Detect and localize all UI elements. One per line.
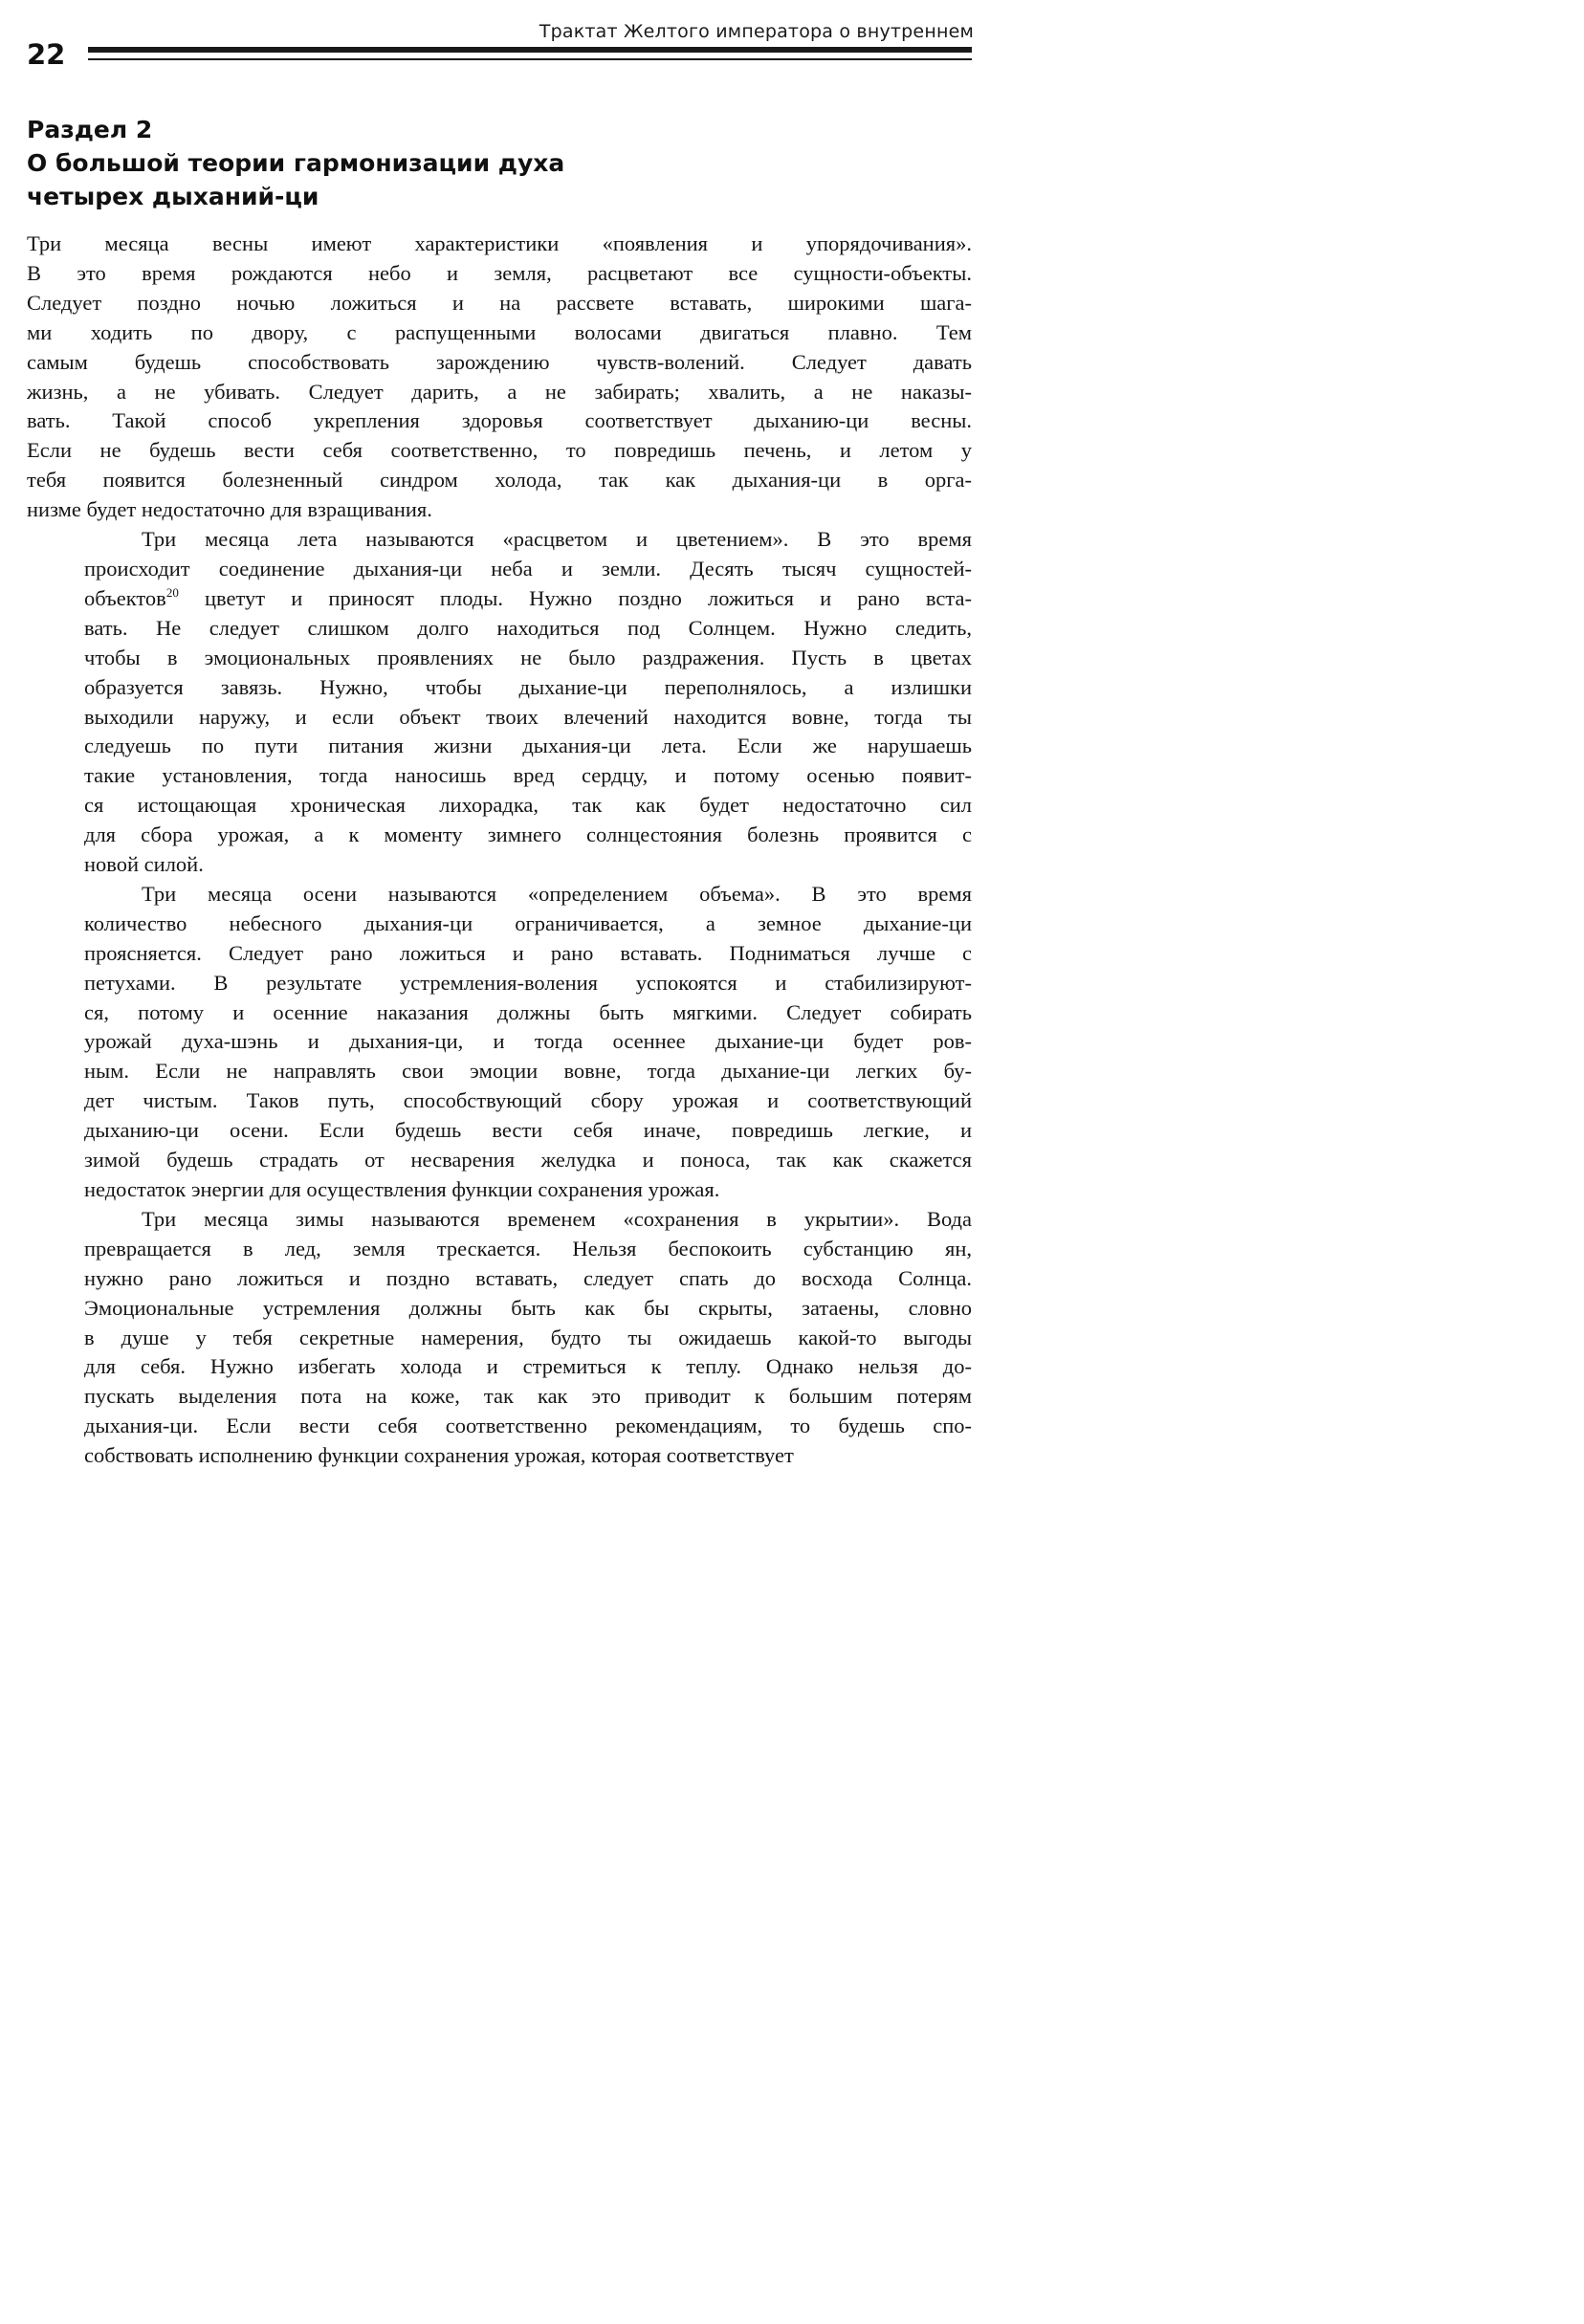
text-line: [27, 584, 972, 614]
text-line: ся истощающая хроническая лихорадка, так как будет недостаточно сил: [84, 793, 972, 818]
text-line: ным. Если не направлять свои эмоции вовне, тогда дыхание-ци легких бу-: [84, 1059, 972, 1084]
text-line: тебя появится болезненный синдром холода, так как дыхания-ци в орга-: [27, 468, 972, 493]
text-line: для себя. Нужно избегать холода и стремиться к теплу. Однако нельзя до-: [84, 1354, 972, 1379]
text-line: Три месяца лета называются «расцветом и цветением». В это время: [142, 527, 972, 552]
text-line: Если не будешь вести себя соответственно, то повредишь печень, и летом у: [27, 438, 972, 463]
text-line: Три месяца осени называются «определением объема». В это время: [142, 881, 972, 906]
text-line: ся, потому и осенние наказания должны быть мягкими. Следует собирать: [84, 999, 972, 1024]
text-line: вать. Не следует слишком долго находиться под Солнцем. Нужно следить,: [84, 615, 972, 640]
section-heading-line: четырех дыханий-ци: [27, 183, 319, 210]
header-rule-thin: [88, 58, 972, 60]
text-line: происходит соединение дыхания-ци неба и земли. Десять тысяч сущностей-: [84, 556, 972, 581]
paragraph: [27, 880, 972, 1205]
text-line: жизнь, а не убивать. Следует дарить, а не забирать; хвалить, а не наказы-: [27, 379, 972, 404]
text-line: проясняется. Следует рано ложиться и рано вставать. Подниматься лучше с: [84, 940, 972, 965]
text-line: дыханию-ци осени. Если будешь вести себя иначе, повредишь легкие, и: [84, 1118, 972, 1143]
header-rule-thick: [88, 47, 972, 53]
text-line: недостаток энергии для осуществления функции сохранения урожая.: [84, 1177, 720, 1201]
text-line: урожай духа-шэнь и дыхания-ци, и тогда осеннее дыхание-ци будет ров-: [84, 1029, 972, 1054]
page-number: 22: [27, 38, 66, 71]
text-line: Эмоциональные устремления должны быть как бы скрыты, затаены, словно: [84, 1295, 972, 1320]
text-line: образуется завязь. Нужно, чтобы дыхание-ци переполнялось, а излишки: [84, 674, 972, 699]
paragraph: [27, 230, 972, 525]
text-line: новой силой.: [84, 852, 204, 877]
footnote-marker[interactable]: 20: [165, 584, 179, 600]
text-line: дыхания-ци. Если вести себя соответственно рекомендациям, то будешь спо-: [84, 1414, 972, 1438]
text-line: для сбора урожая, а к моменту зимнего солнцестояния болезнь проявится с: [84, 822, 972, 847]
running-head: Трактат Желтого императора о внутреннем: [539, 21, 974, 42]
text-line: В это время рождаются небо и земля, расцветают все сущности-объекты.: [27, 260, 972, 285]
text-line: низме будет недостаточно для взращивания.: [27, 497, 432, 522]
text-line: собствовать исполнению функции сохранения урожая, которая соответствует: [84, 1443, 794, 1468]
text-line: Три месяца весны имеют характеристики «появления и упорядочивания».: [27, 231, 972, 255]
text-fragment: объектов: [84, 585, 166, 610]
section-heading: [27, 113, 792, 213]
paragraph: [27, 1205, 972, 1471]
text-line: превращается в лед, земля трескается. Нельзя беспокоить субстанцию ян,: [84, 1236, 972, 1261]
text-line: дет чистым. Таков путь, способствующий сбору урожая и соответствующий: [84, 1088, 972, 1113]
body-text: [27, 230, 972, 1471]
section-heading-line: О большой теории гармонизации духа: [27, 149, 565, 177]
text-line: следуешь по пути питания жизни дыхания-ци лета. Если же нарушаешь: [84, 734, 972, 758]
text-line: ми ходить по двору, с распущенными волосами двигаться плавно. Тем: [27, 319, 972, 344]
text-line: вать. Такой способ укрепления здоровья соответствует дыханию-ци весны.: [27, 408, 972, 433]
text-line: самым будешь способствовать зарождению чувств-волений. Следует давать: [27, 349, 972, 374]
text-line: пускать выделения пота на коже, так как это приводит к большим потерям: [84, 1384, 972, 1409]
text-line: чтобы в эмоциональных проявлениях не было раздражения. Пусть в цветах: [84, 645, 972, 669]
text-line: петухами. В результате устремления-воления успокоятся и стабилизируют-: [84, 970, 972, 995]
text-line: в душе у тебя секретные намерения, будто ты ожидаешь какой-то выгоды: [84, 1325, 972, 1349]
text-line: количество небесного дыхания-ци ограничивается, а земное дыхание-ци: [84, 910, 972, 935]
text-line: нужно рано ложиться и поздно вставать, следует спать до восхода Солнца.: [84, 1265, 972, 1290]
book-page: [0, 0, 1031, 1513]
text-line: выходили наружу, и если объект твоих влечений находится вовне, тогда ты: [84, 704, 972, 729]
text-line: такие установления, тогда наносишь вред сердцу, и потому осенью появит-: [84, 763, 972, 788]
text-line: зимой будешь страдать от несварения желудка и поноса, так как скажется: [84, 1148, 972, 1173]
text-line: Три месяца зимы называются временем «сохранения в укрытии». Вода: [142, 1206, 972, 1231]
text-fragment: цветут и приносят плоды. Нужно поздно ложиться и рано вста-: [178, 585, 972, 610]
section-heading-line: Раздел 2: [27, 116, 153, 143]
paragraph: [27, 525, 972, 880]
text-line: Следует поздно ночью ложиться и на рассвете вставать, широкими шага-: [27, 290, 972, 315]
